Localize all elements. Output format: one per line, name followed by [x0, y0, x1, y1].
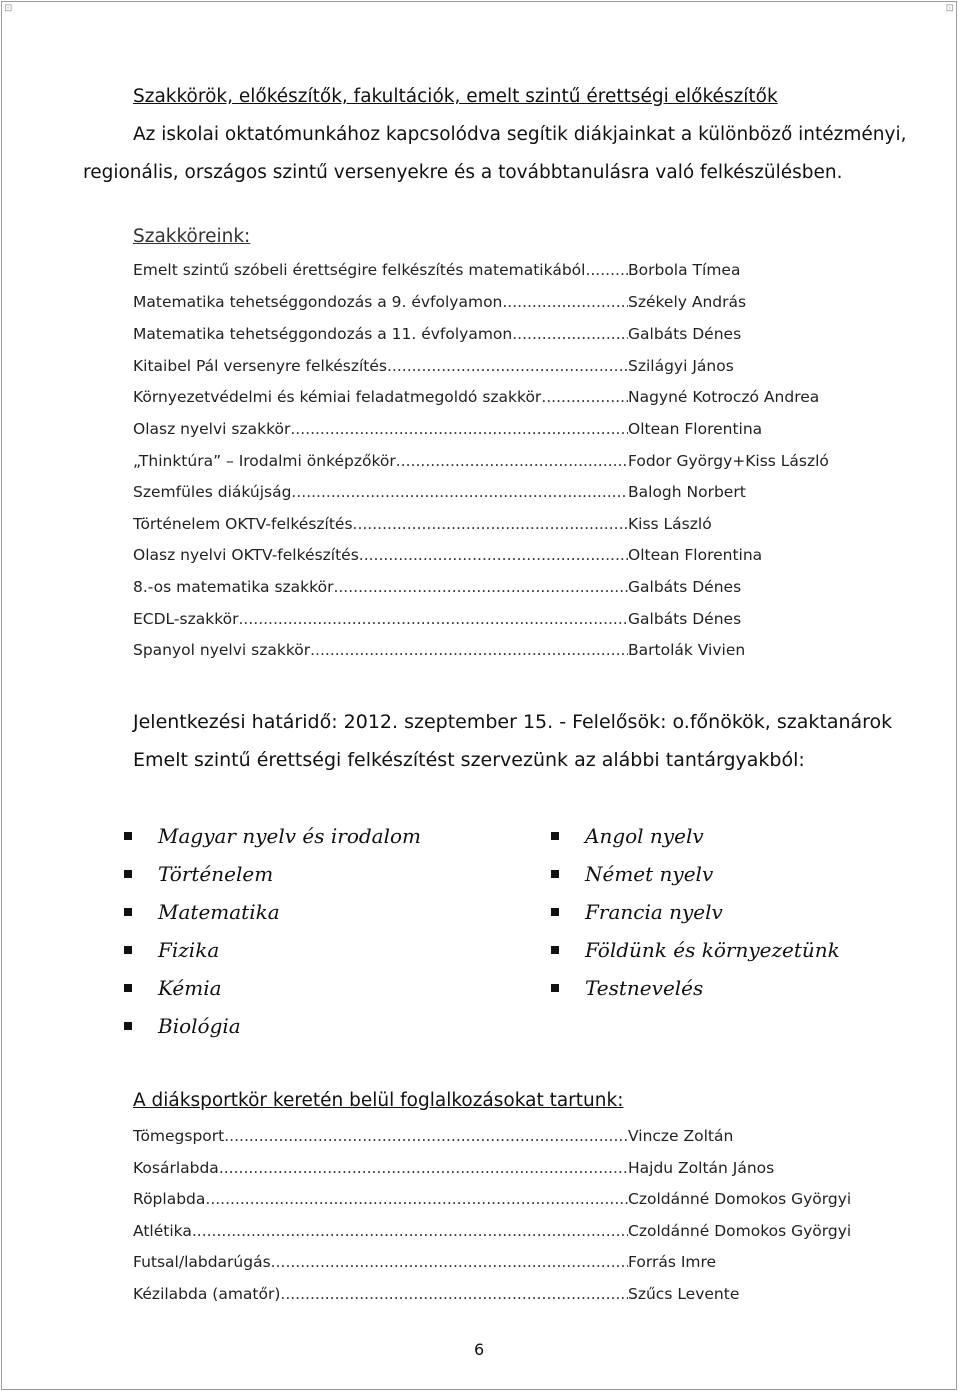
sport-row — [133, 1127, 628, 1149]
dot-leader — [192, 1222, 628, 1240]
dot-leader — [224, 1127, 628, 1145]
club-row — [133, 261, 628, 283]
dot-leader — [291, 483, 628, 501]
club-teacher: Galbáts Dénes — [628, 325, 742, 343]
dot-leader — [541, 388, 628, 406]
sport-teacher: Czoldánné Domokos Györgyi — [628, 1190, 852, 1208]
club-row — [133, 515, 628, 537]
subject-item: Földünk és környezetünk — [585, 938, 840, 962]
sport-row — [133, 1285, 628, 1307]
square-bullet-icon — [124, 870, 132, 878]
club-teacher: Galbáts Dénes — [628, 578, 742, 596]
subject-item: Francia nyelv — [585, 900, 723, 924]
club-label: 8.-os matematika szakkör — [133, 578, 334, 596]
club-label: Olasz nyelvi OKTV-felkészítés — [133, 546, 359, 564]
club-label: ECDL-szakkör — [133, 610, 239, 628]
club-teacher: Bartolák Vivien — [628, 641, 746, 659]
sport-row — [133, 1253, 628, 1275]
club-teacher: Nagyné Kotroczó Andrea — [628, 388, 820, 406]
club-row — [133, 293, 628, 315]
club-label: Matematika tehetséggondozás a 9. évfolyamon — [133, 293, 503, 311]
club-row — [133, 546, 628, 568]
club-row — [133, 388, 628, 410]
dot-leader — [387, 357, 628, 375]
intro-line-1: Az iskolai oktatómunkához kapcsolódva segítik diákjainkat a különböző intézményi, — [133, 124, 907, 145]
square-bullet-icon — [551, 946, 559, 954]
club-teacher: Szilágyi János — [628, 357, 734, 375]
sport-row — [133, 1159, 628, 1181]
club-label: Olasz nyelvi szakkör — [133, 420, 291, 438]
sport-teacher: Szűcs Levente — [628, 1285, 740, 1303]
dot-leader — [280, 1285, 628, 1303]
club-row — [133, 641, 628, 663]
square-bullet-icon — [124, 908, 132, 916]
club-label: Környezetvédelmi és kémiai feladatmegoldó szakkör — [133, 388, 542, 406]
club-label: Matematika tehetséggondozás a 11. évfolyamon — [133, 325, 513, 343]
club-label: Történelem OKTV-felkészítés — [133, 515, 353, 533]
page-border — [1, 1, 957, 1390]
club-label: Spanyol nyelvi szakkör — [133, 641, 311, 659]
square-bullet-icon — [124, 1022, 132, 1030]
dot-leader — [205, 1190, 628, 1208]
sports-title: A diáksportkör keretén belül foglalkozásokat tartunk: — [133, 1090, 624, 1111]
page-number: 6 — [474, 1340, 485, 1359]
dot-leader — [585, 261, 628, 279]
dot-leader — [271, 1253, 628, 1271]
sport-teacher: Czoldánné Domokos Györgyi — [628, 1222, 852, 1240]
dot-leader — [219, 1159, 628, 1177]
square-bullet-icon — [551, 908, 559, 916]
corner-mark-icon: ⊡ — [4, 3, 13, 14]
sport-teacher: Hajdu Zoltán János — [628, 1159, 775, 1177]
dot-leader — [396, 452, 628, 470]
subject-item: Testnevelés — [585, 976, 704, 1000]
subject-item: Magyar nyelv és irodalom — [158, 824, 421, 848]
dot-leader — [310, 641, 628, 659]
club-row — [133, 610, 628, 632]
club-teacher: Fodor György+Kiss László — [628, 452, 829, 470]
sport-label: Atlétika — [133, 1222, 192, 1240]
club-label: Kitaibel Pál versenyre felkészítés — [133, 357, 387, 375]
dot-leader — [238, 610, 628, 628]
club-label: Emelt szintű szóbeli érettségire felkészítés matematikából — [133, 261, 586, 279]
club-row — [133, 452, 628, 474]
square-bullet-icon — [551, 984, 559, 992]
deadline-notice: Jelentkezési határidő: 2012. szeptember 15. - Felelősök: o.főnökök, szaktanárok — [133, 711, 893, 733]
corner-mark-icon: ⊡ — [945, 3, 954, 14]
subject-item: Angol nyelv — [585, 824, 704, 848]
club-teacher: Oltean Florentina — [628, 420, 763, 438]
club-label: Szemfüles diákújság — [133, 483, 292, 501]
club-row — [133, 483, 628, 505]
sport-teacher: Forrás Imre — [628, 1253, 717, 1271]
club-row — [133, 420, 628, 442]
subject-item: Német nyelv — [585, 862, 714, 886]
dot-leader — [333, 578, 628, 596]
sport-row — [133, 1222, 628, 1244]
sport-label: Futsal/labdarúgás — [133, 1253, 271, 1271]
square-bullet-icon — [124, 832, 132, 840]
page-heading: Szakkörök, előkészítők, fakultációk, emelt szintű érettségi előkészítők — [133, 86, 778, 107]
club-teacher: Balogh Norbert — [628, 483, 746, 501]
subject-item: Kémia — [158, 976, 222, 1000]
exam-intro: Emelt szintű érettségi felkészítést szervezünk az alábbi tantárgyakból: — [133, 749, 805, 771]
subject-item: Történelem — [158, 862, 274, 886]
club-teacher: Székely András — [628, 293, 747, 311]
square-bullet-icon — [124, 946, 132, 954]
dot-leader — [512, 325, 628, 343]
clubs-title: Szakköreink: — [133, 226, 251, 247]
club-row — [133, 357, 628, 379]
subject-item: Matematika — [158, 900, 280, 924]
subject-item: Biológia — [158, 1014, 241, 1038]
sport-label: Tömegsport — [133, 1127, 225, 1145]
intro-line-2: regionális, országos szintű versenyekre és a továbbtanulásra való felkészülésben. — [83, 162, 843, 183]
sport-label: Kosárlabda — [133, 1159, 219, 1177]
sport-label: Röplabda — [133, 1190, 206, 1208]
square-bullet-icon — [124, 984, 132, 992]
dot-leader — [502, 293, 628, 311]
club-teacher: Galbáts Dénes — [628, 610, 742, 628]
club-teacher: Oltean Florentina — [628, 546, 763, 564]
sport-teacher: Vincze Zoltán — [628, 1127, 734, 1145]
sport-row — [133, 1190, 628, 1212]
dot-leader — [290, 420, 628, 438]
club-teacher: Kiss László — [628, 515, 712, 533]
subject-item: Fizika — [158, 938, 220, 962]
club-row — [133, 578, 628, 600]
square-bullet-icon — [551, 832, 559, 840]
club-label: „Thinktúra” – Irodalmi önképzőkör — [133, 452, 396, 470]
club-row — [133, 325, 628, 347]
dot-leader — [359, 546, 628, 564]
sport-label: Kézilabda (amatőr) — [133, 1285, 281, 1303]
dot-leader — [353, 515, 628, 533]
club-teacher: Borbola Tímea — [628, 261, 741, 279]
square-bullet-icon — [551, 870, 559, 878]
